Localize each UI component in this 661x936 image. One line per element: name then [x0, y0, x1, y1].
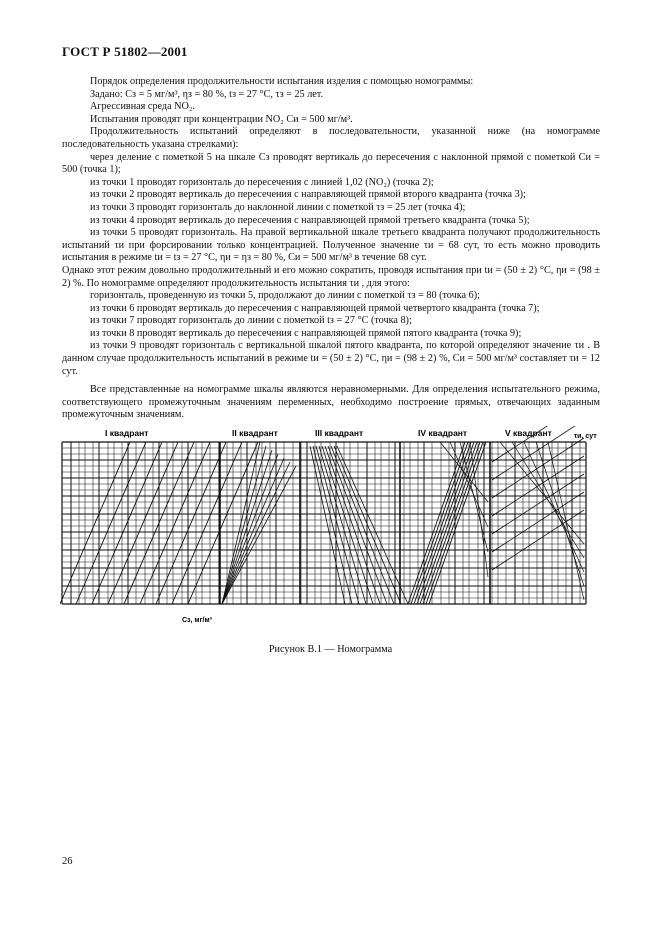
nomogram-line	[423, 442, 480, 604]
nomogram-line	[420, 442, 477, 604]
paragraph: Порядок определения продолжительности испытания изделия с помощью номограммы:	[90, 76, 474, 87]
nomogram-grid	[62, 442, 586, 604]
bottom-axis-label: Cз, мг/м³	[182, 617, 212, 624]
paragraph: из точки 3 проводят горизонталь до наклонной линии с пометкой τз = 25 лет (точка 4);	[90, 201, 466, 213]
nomogram-line	[408, 442, 465, 604]
nomogram-line	[92, 442, 162, 604]
nomogram-line	[222, 458, 284, 604]
nomogram-line	[414, 442, 471, 604]
paragraph: из точки 7 проводят горизонталь до линии с пометкой tз = 27 °C (точка 8);	[90, 315, 412, 327]
paragraph: Все представленные на номограмме шкалы являются неравномерными. Для определения испытательного режима, соответствующего промежуточным значениям переменных, необходимо построение прямых, отвечающих заданным промежуточным значениям.	[62, 384, 600, 421]
paragraph: из точки 6 проводят вертикаль до пересечения с направляющей прямой четвертого квадранта (точка 7);	[90, 302, 540, 314]
paragraph: через деление с пометкой 5 на шкале Cз проводят вертикаль до пересечения с наклонной прямой с пометкой Cи = 500 (точка 1);	[62, 151, 600, 176]
page-number: 26	[62, 856, 73, 867]
nomogram-line	[76, 442, 146, 604]
nomogram-line	[500, 442, 584, 544]
quadrant-label-2: II квадрант	[232, 428, 278, 438]
paragraph: Агрессивная среда NO₂.	[90, 101, 195, 113]
nomogram-line	[429, 442, 486, 604]
nomogram-line	[156, 442, 226, 604]
quadrant-label-4: IV квадрант	[418, 428, 468, 438]
nomogram-line	[172, 442, 242, 604]
paragraph: из точки 9 проводят горизонталь с вертикальной шкалой пятого квадранта, по которой определяют значение τи . В данном случае продолжительность испытаний в режиме tи = (50 ± 2) °C, ηи = (98 ± 2) %, Cи = 500 мг/м³ составляет τи = 12 сут.	[62, 340, 600, 377]
nomogram-line	[319, 446, 366, 604]
quadrant-label-5: V квадрант	[505, 428, 552, 438]
quadrant-label-1: I квадрант	[105, 428, 149, 438]
document-body	[62, 76, 600, 422]
paragraph: Испытания проводят при концентрации NO₂ Cи = 500 мг/м³.	[90, 113, 353, 125]
paragraph: из точки 8 проводят вертикаль до пересечения с направляющей прямой пятого квадранта (точка 9);	[90, 327, 522, 339]
nomogram-figure	[60, 426, 601, 626]
nomogram-line	[222, 454, 278, 604]
nomogram-line	[108, 442, 178, 604]
nomogram-line	[313, 446, 352, 604]
nomogram-line	[328, 446, 387, 604]
nomogram-line	[417, 442, 474, 604]
quadrant-label-3: III квадрант	[315, 428, 364, 438]
document-header: ГОСТ Р 51802—2001	[62, 44, 188, 59]
nomogram-diagonal-lines	[60, 426, 584, 604]
paragraph: из точки 5 проводят горизонталь. На правой вертикальной шкале третьего квадранта получают продолжительность испытаний τи при форсировании только концентрацией. Полученное значение τи = 68 сут, то есть можно проводить испытания в режиме tи = tз = 27 °C, ηи = ηз = 80 %, Cи = 500 мг/м³ в течение 68 сут.	[62, 227, 600, 264]
paragraph: Продолжительность испытаний определяют в последовательности, указанной ниже (на номограмме последовательность указана стрелками):	[62, 126, 600, 150]
paragraph: из точки 2 проводят вертикаль до пересечения с направляющей прямой второго квадранта (точка 3);	[90, 189, 526, 201]
paragraph: из точки 4 проводят вертикаль до пересечения с направляющей прямой третьего квадранта (точка 5);	[90, 214, 530, 226]
paragraph: из точки 1 проводят горизонталь до пересечения с линией 1,02 (NO₂) (точка 2);	[90, 176, 434, 188]
nomogram-line	[140, 442, 210, 604]
right-axis-label: τи, сут	[574, 433, 597, 440]
paragraph: Однако этот режим довольно продолжительный и его можно сократить, проводя испытания при tи = (50 ± 2) °C, ηи = (98 ± 2) %. По номограмме определяют продолжительность испытания τи , для этого:	[62, 264, 600, 289]
figure-caption: Рисунок В.1 — Номограмма	[268, 644, 393, 655]
paragraph: Задано: Cз = 5 мг/м³, ηз = 80 %, tз = 27 °C, τз = 25 лет.	[90, 88, 324, 100]
nomogram-line	[331, 446, 394, 604]
paragraph: горизонталь, проведенную из точки 5, продолжают до линии с пометкой τз = 80 (точка 6);	[90, 290, 480, 302]
